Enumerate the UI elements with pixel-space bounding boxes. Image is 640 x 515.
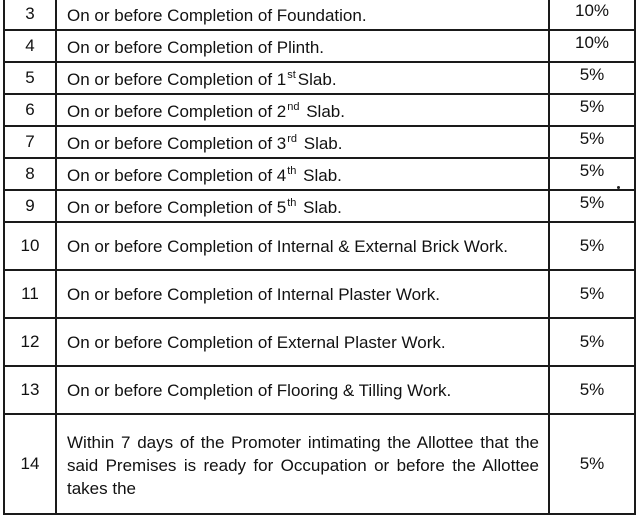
table-row: [4, 94, 635, 126]
scan-speck: [617, 186, 620, 189]
table-row: [4, 62, 635, 94]
row-number: 3: [4, 0, 56, 30]
ordinal-suffix: rd: [287, 133, 298, 146]
row-number: 13: [4, 366, 56, 414]
description-text: On or before Completion of Plinth.: [67, 38, 325, 57]
table-row: [4, 0, 635, 30]
row-percentage: 10%: [549, 0, 635, 30]
description-suffix: Slab.: [297, 70, 337, 89]
row-percentage: 5%: [549, 158, 635, 190]
row-number: 4: [4, 30, 56, 62]
table-row: [4, 270, 635, 318]
table-row: [4, 222, 635, 270]
row-percentage: 10%: [549, 30, 635, 62]
row-number: 10: [4, 222, 56, 270]
row-number: 5: [4, 62, 56, 94]
row-percentage: 5%: [549, 222, 635, 270]
table-row: [4, 366, 635, 414]
row-percentage: 5%: [549, 414, 635, 514]
row-number: 14: [4, 414, 56, 514]
row-percentage: 5%: [549, 366, 635, 414]
row-number: 9: [4, 190, 56, 222]
table-row: [4, 126, 635, 158]
ordinal-suffix: st: [287, 69, 296, 82]
table-row: [4, 318, 635, 366]
table-row: [4, 30, 635, 62]
row-description: Within 7 days of the Promoter intimating the Allottee that the said Premises is ready for Occupation or before the Allottee takes the: [56, 414, 549, 514]
description-text: On or before Completion of 1: [67, 70, 287, 89]
description-text: On or before Completion of 5: [67, 198, 287, 217]
description-suffix: Slab.: [301, 102, 345, 121]
row-description: On or before Completion of Internal Plaster Work.: [56, 270, 549, 318]
description-suffix: Slab.: [298, 198, 342, 217]
ordinal-suffix: nd: [287, 101, 300, 114]
row-number: 6: [4, 94, 56, 126]
row-description: [56, 0, 549, 30]
row-number: 11: [4, 270, 56, 318]
row-description: On or before Completion of Internal & External Brick Work.: [56, 222, 549, 270]
row-description: On or before Completion of External Plaster Work.: [56, 318, 549, 366]
row-description: [56, 190, 549, 222]
row-description: [56, 126, 549, 158]
row-percentage: 5%: [549, 270, 635, 318]
row-number: 7: [4, 126, 56, 158]
description-suffix: Slab.: [298, 166, 342, 185]
table-row: [4, 158, 635, 190]
row-description: [56, 94, 549, 126]
row-percentage: 5%: [549, 62, 635, 94]
row-description: [56, 158, 549, 190]
description-text: On or before Completion of 2: [67, 102, 287, 121]
row-percentage: 5%: [549, 126, 635, 158]
row-description: On or before Completion of Flooring & Tilling Work.: [56, 366, 549, 414]
payment-schedule-table: [3, 0, 636, 515]
description-text: On or before Completion of Foundation.: [67, 6, 367, 25]
row-description: [56, 62, 549, 94]
row-description: [56, 30, 549, 62]
row-percentage: 5%: [549, 190, 635, 222]
row-number: 8: [4, 158, 56, 190]
table-row: [4, 414, 635, 514]
description-text: On or before Completion of 4: [67, 166, 287, 185]
ordinal-suffix: th: [287, 165, 297, 178]
ordinal-suffix: th: [287, 197, 297, 210]
row-percentage: 5%: [549, 94, 635, 126]
description-suffix: Slab.: [299, 134, 343, 153]
row-number: 12: [4, 318, 56, 366]
table-row: [4, 190, 635, 222]
description-text: On or before Completion of 3: [67, 134, 287, 153]
row-percentage: 5%: [549, 318, 635, 366]
